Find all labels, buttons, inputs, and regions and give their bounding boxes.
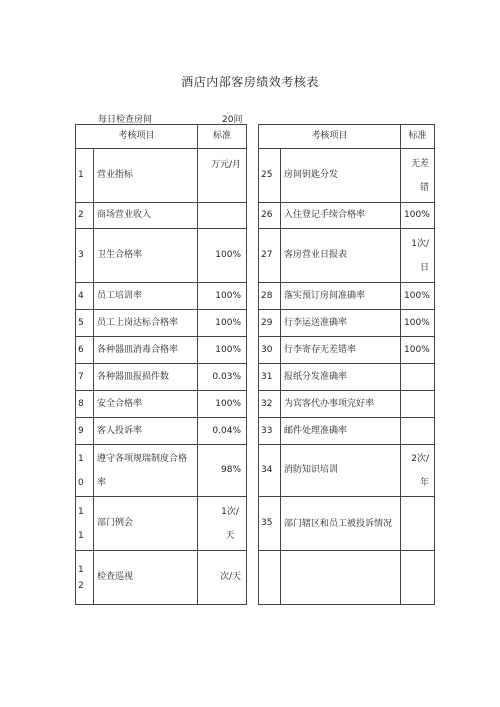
- row-number: 31: [259, 364, 281, 391]
- header-standard: 标准: [198, 125, 247, 149]
- table-row: [76, 337, 247, 364]
- row-item: 员工上岗达标合格率: [94, 310, 198, 337]
- row-standard: [198, 497, 247, 551]
- row-item: 各种器皿报损件数: [94, 364, 198, 391]
- row-item: [281, 551, 401, 605]
- table-row: [76, 203, 247, 229]
- table-header-row: [259, 125, 435, 149]
- row-standard: 100%: [198, 337, 247, 364]
- row-standard: [401, 551, 435, 605]
- row-standard: 100%: [198, 229, 247, 283]
- row-standard: 100%: [401, 337, 435, 364]
- row-standard: 100%: [198, 391, 247, 418]
- row-standard-value: 1次/天: [221, 506, 239, 541]
- table-row: [76, 418, 247, 445]
- row-standard: 100%: [401, 283, 435, 310]
- row-item: 客人投诉率: [94, 418, 198, 445]
- row-number: 32: [259, 391, 281, 418]
- row-item: 检查巡视: [94, 551, 198, 605]
- row-item: 行李寄存无差错率: [281, 337, 401, 364]
- row-item: 各种器皿消毒合格率: [94, 337, 198, 364]
- row-item: 安全合格率: [94, 391, 198, 418]
- row-standard: 100%: [198, 283, 247, 310]
- row-standard: 0.03%: [198, 364, 247, 391]
- row-number: 7: [76, 364, 94, 391]
- row-number: [76, 551, 94, 605]
- row-item: 部门例会: [94, 497, 198, 551]
- row-item: 报纸分发准确率: [281, 364, 401, 391]
- table-row: [76, 283, 247, 310]
- row-standard: [401, 149, 435, 203]
- row-item: 入住登记手续合格率: [281, 203, 401, 229]
- row-number: 25: [259, 149, 281, 203]
- table-row: [259, 203, 435, 229]
- row-item-value: 部门辖区和员工被投诉情况: [284, 518, 393, 529]
- page-title: 酒店内部客房绩效考核表: [181, 75, 319, 89]
- row-standard: [401, 229, 435, 283]
- row-item: [281, 497, 401, 551]
- daily-inspection-value: 20间: [222, 115, 243, 125]
- header-standard: 标准: [401, 125, 435, 149]
- row-number-value: 11: [78, 506, 84, 541]
- table-row: [259, 283, 435, 310]
- row-standard-value: 1次/日: [411, 238, 430, 273]
- row-number: 4: [76, 283, 94, 310]
- table-row: [259, 551, 435, 605]
- row-number: 2: [76, 203, 94, 229]
- right-assessment-table: [258, 124, 435, 605]
- row-item: 客房营业日报表: [281, 229, 401, 283]
- row-number: [259, 551, 281, 605]
- row-item-value: 遵守各项规瑞制度合格率: [97, 453, 188, 488]
- table-row: [76, 497, 247, 551]
- row-number: 6: [76, 337, 94, 364]
- table-row: [76, 551, 247, 605]
- row-standard-value: 万元/月: [210, 159, 242, 170]
- table-row: [259, 229, 435, 283]
- row-standard: [198, 149, 247, 203]
- row-standard: [401, 364, 435, 391]
- table-row: [76, 445, 247, 497]
- row-number: 34: [259, 445, 281, 497]
- row-standard: 100%: [401, 203, 435, 229]
- row-number-value: 10: [78, 453, 84, 488]
- row-standard: 0.04%: [198, 418, 247, 445]
- row-number: 3: [76, 229, 94, 283]
- row-standard-value: 无差错: [411, 158, 430, 193]
- daily-inspection-label: 每日检查房间: [98, 115, 153, 125]
- row-number: 33: [259, 418, 281, 445]
- row-number: 29: [259, 310, 281, 337]
- row-standard: [401, 445, 435, 497]
- row-item: 行李运送准确率: [281, 310, 401, 337]
- row-number: [76, 497, 94, 551]
- left-assessment-table: [75, 124, 247, 605]
- row-number: 26: [259, 203, 281, 229]
- row-item: 邮件处理准确率: [281, 418, 401, 445]
- row-item: 房间钥匙分发: [281, 149, 401, 203]
- row-number: 1: [76, 149, 94, 203]
- row-number: 27: [259, 229, 281, 283]
- table-row: [259, 445, 435, 497]
- table-row: [259, 337, 435, 364]
- row-item: 卫生合格率: [94, 229, 198, 283]
- table-row: [259, 310, 435, 337]
- row-item: 消防知识培训: [281, 445, 401, 497]
- table-row: [76, 229, 247, 283]
- row-item: 营业指标: [94, 149, 198, 203]
- row-number: [76, 445, 94, 497]
- row-item: [94, 445, 198, 497]
- row-standard: [401, 418, 435, 445]
- table-row: [259, 418, 435, 445]
- table-row: [76, 310, 247, 337]
- row-number: 35: [259, 497, 281, 551]
- row-standard: 100%: [198, 310, 247, 337]
- row-number: 9: [76, 418, 94, 445]
- table-row: [259, 364, 435, 391]
- row-item: 商场营业收入: [94, 203, 198, 229]
- row-number: 30: [259, 337, 281, 364]
- row-number-value: 12: [78, 564, 84, 591]
- row-standard: 98%: [198, 445, 247, 497]
- table-row: [259, 149, 435, 203]
- row-standard: 100%: [401, 310, 435, 337]
- row-number: 8: [76, 391, 94, 418]
- row-number: 28: [259, 283, 281, 310]
- table-row: [259, 391, 435, 418]
- table-header-row: [76, 125, 247, 149]
- row-item: 员工培训率: [94, 283, 198, 310]
- row-item: 落实预订房间准确率: [281, 283, 401, 310]
- header-item: 考核项目: [259, 125, 401, 149]
- header-item: 考核项目: [76, 125, 198, 149]
- table-row: [76, 364, 247, 391]
- row-standard: 次/天: [198, 551, 247, 605]
- row-standard-value: 2次/年: [411, 453, 430, 488]
- row-number: 5: [76, 310, 94, 337]
- table-row: [259, 497, 435, 551]
- table-row: [76, 391, 247, 418]
- row-standard: [401, 391, 435, 418]
- table-row: [76, 149, 247, 203]
- row-item: 为宾客代办事项完好率: [281, 391, 401, 418]
- row-standard: [401, 497, 435, 551]
- row-standard: [198, 203, 247, 229]
